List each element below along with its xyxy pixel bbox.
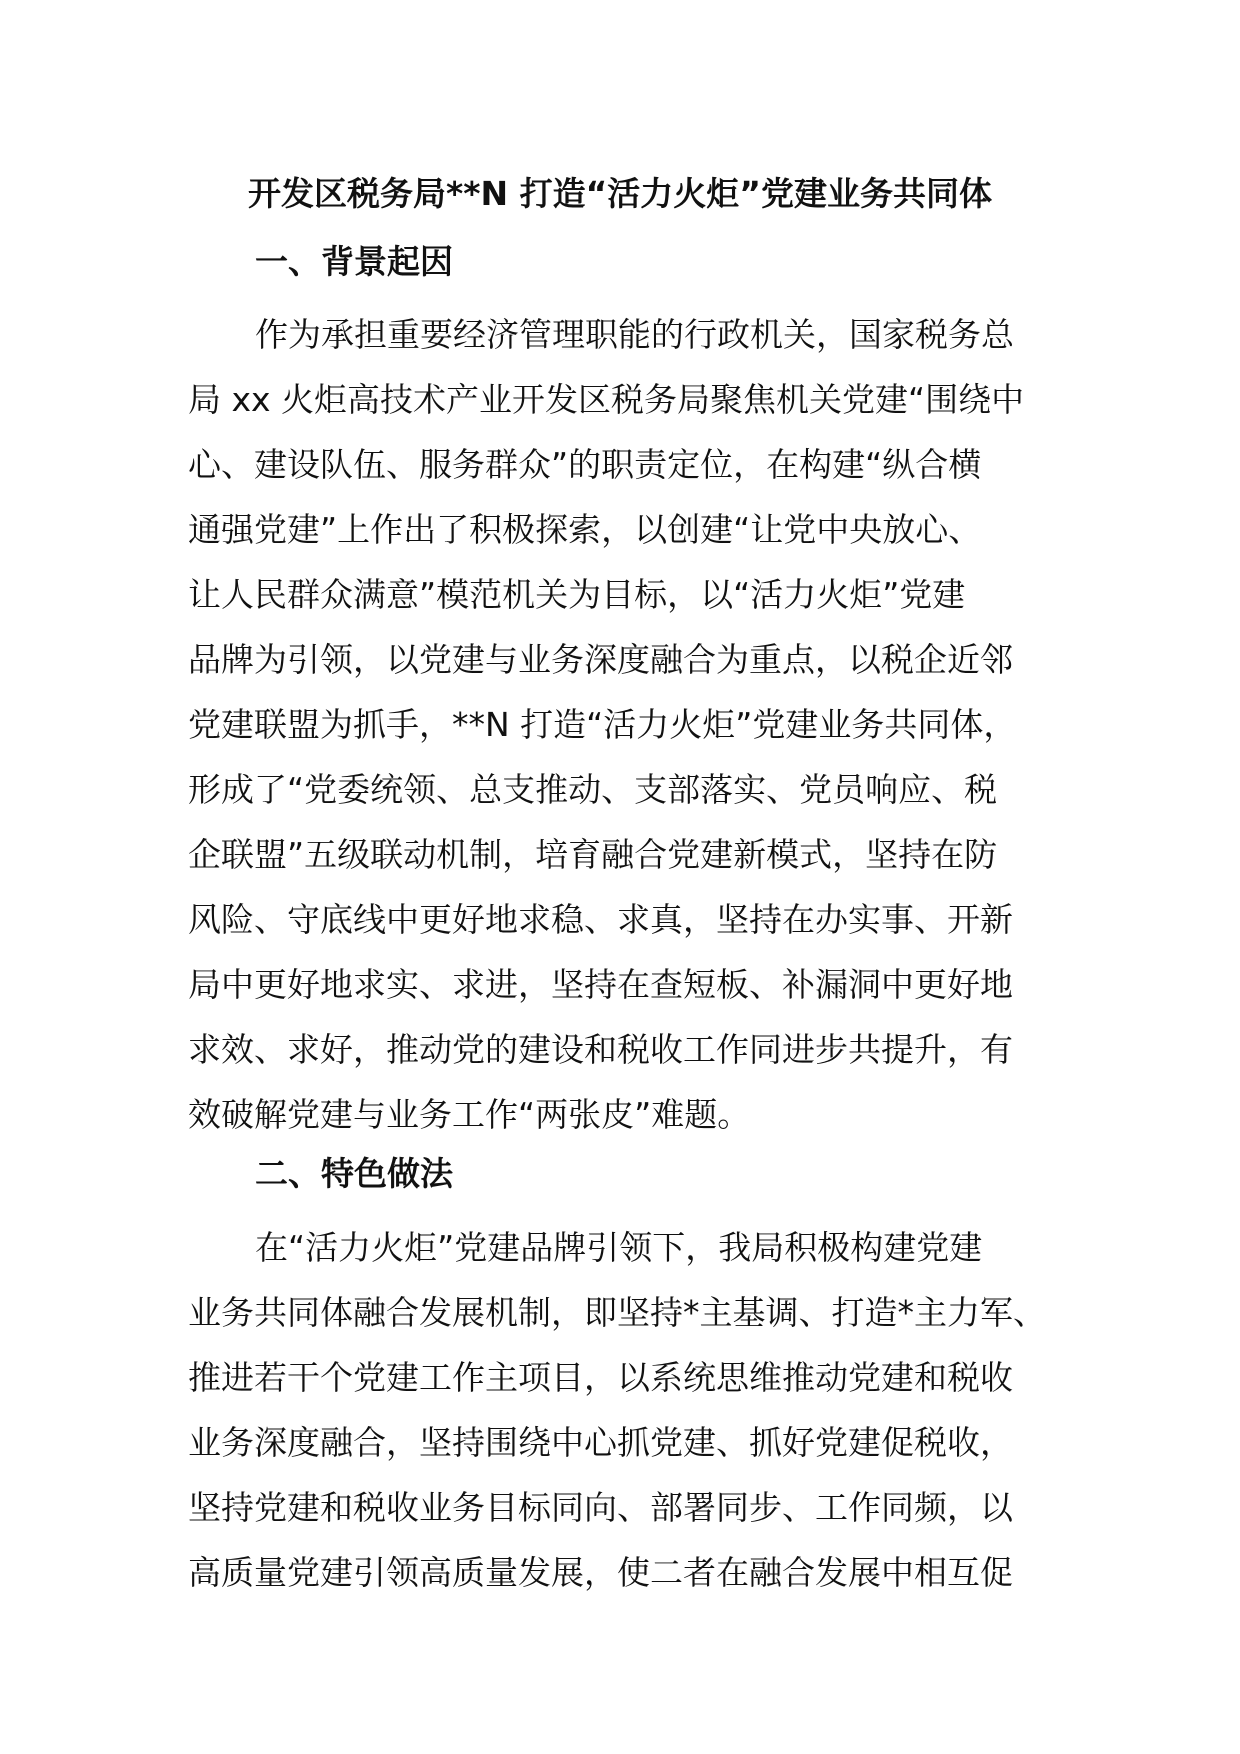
paragraph-line: 局 xx 火炬高技术产业开发区税务局聚焦机关党建“围绕中: [188, 380, 1025, 419]
document-title: 开发区税务局**N 打造“活力火炬”党建业务共同体: [248, 174, 992, 213]
paragraph-line: 通强党建”上作出了积极探索，以创建“让党中央放心、: [188, 510, 982, 549]
paragraph-line: 效破解党建与业务工作“两张皮”难题。: [188, 1095, 751, 1134]
section-heading-practices: 二、特色做法: [255, 1154, 453, 1193]
paragraph-line: 党建联盟为抓手，**N 打造“活力火炬”党建业务共同体，: [188, 705, 1017, 744]
paragraph-line: 让人民群众满意”模范机关为目标，以“活力火炬”党建: [188, 575, 966, 614]
paragraph-line: 品牌为引领，以党建与业务深度融合为重点，以税企近邻: [188, 640, 1013, 679]
paragraph-line: 风险、守底线中更好地求稳、求真，坚持在办实事、开新: [188, 900, 1013, 939]
paragraph-line: 心、建设队伍、服务群众”的职责定位，在构建“纵合横: [188, 445, 982, 484]
paragraph-line: 推进若干个党建工作主项目，以系统思维推动党建和税收: [188, 1358, 1013, 1397]
paragraph-line: 高质量党建引领高质量发展，使二者在融合发展中相互促: [188, 1553, 1013, 1592]
paragraph-line: 企联盟”五级联动机制，培育融合党建新模式，坚持在防: [188, 835, 998, 874]
paragraph-line: 求效、求好，推动党的建设和税收工作同进步共提升，有: [188, 1030, 1013, 1069]
section-body-practices: [188, 1215, 1058, 1605]
paragraph-line: 业务深度融合，坚持围绕中心抓党建、抓好党建促税收，: [188, 1423, 1013, 1462]
paragraph-line: 作为承担重要经济管理职能的行政机关，国家税务总: [255, 315, 1014, 354]
section-body-background: [188, 302, 1058, 1147]
paragraph-line: 局中更好地求实、求进，坚持在查短板、补漏洞中更好地: [188, 965, 1013, 1004]
paragraph-line: 在“活力火炬”党建品牌引领下，我局积极构建党建: [255, 1228, 983, 1267]
section-heading-background: 一、背景起因: [255, 242, 453, 281]
paragraph-line: 业务共同体融合发展机制，即坚持*主基调、打造*主力军、: [188, 1293, 1046, 1332]
paragraph-line: 坚持党建和税收业务目标同向、部署同步、工作同频，以: [188, 1488, 1013, 1527]
paragraph-line: 形成了“党委统领、总支推动、支部落实、党员响应、税: [188, 770, 998, 809]
